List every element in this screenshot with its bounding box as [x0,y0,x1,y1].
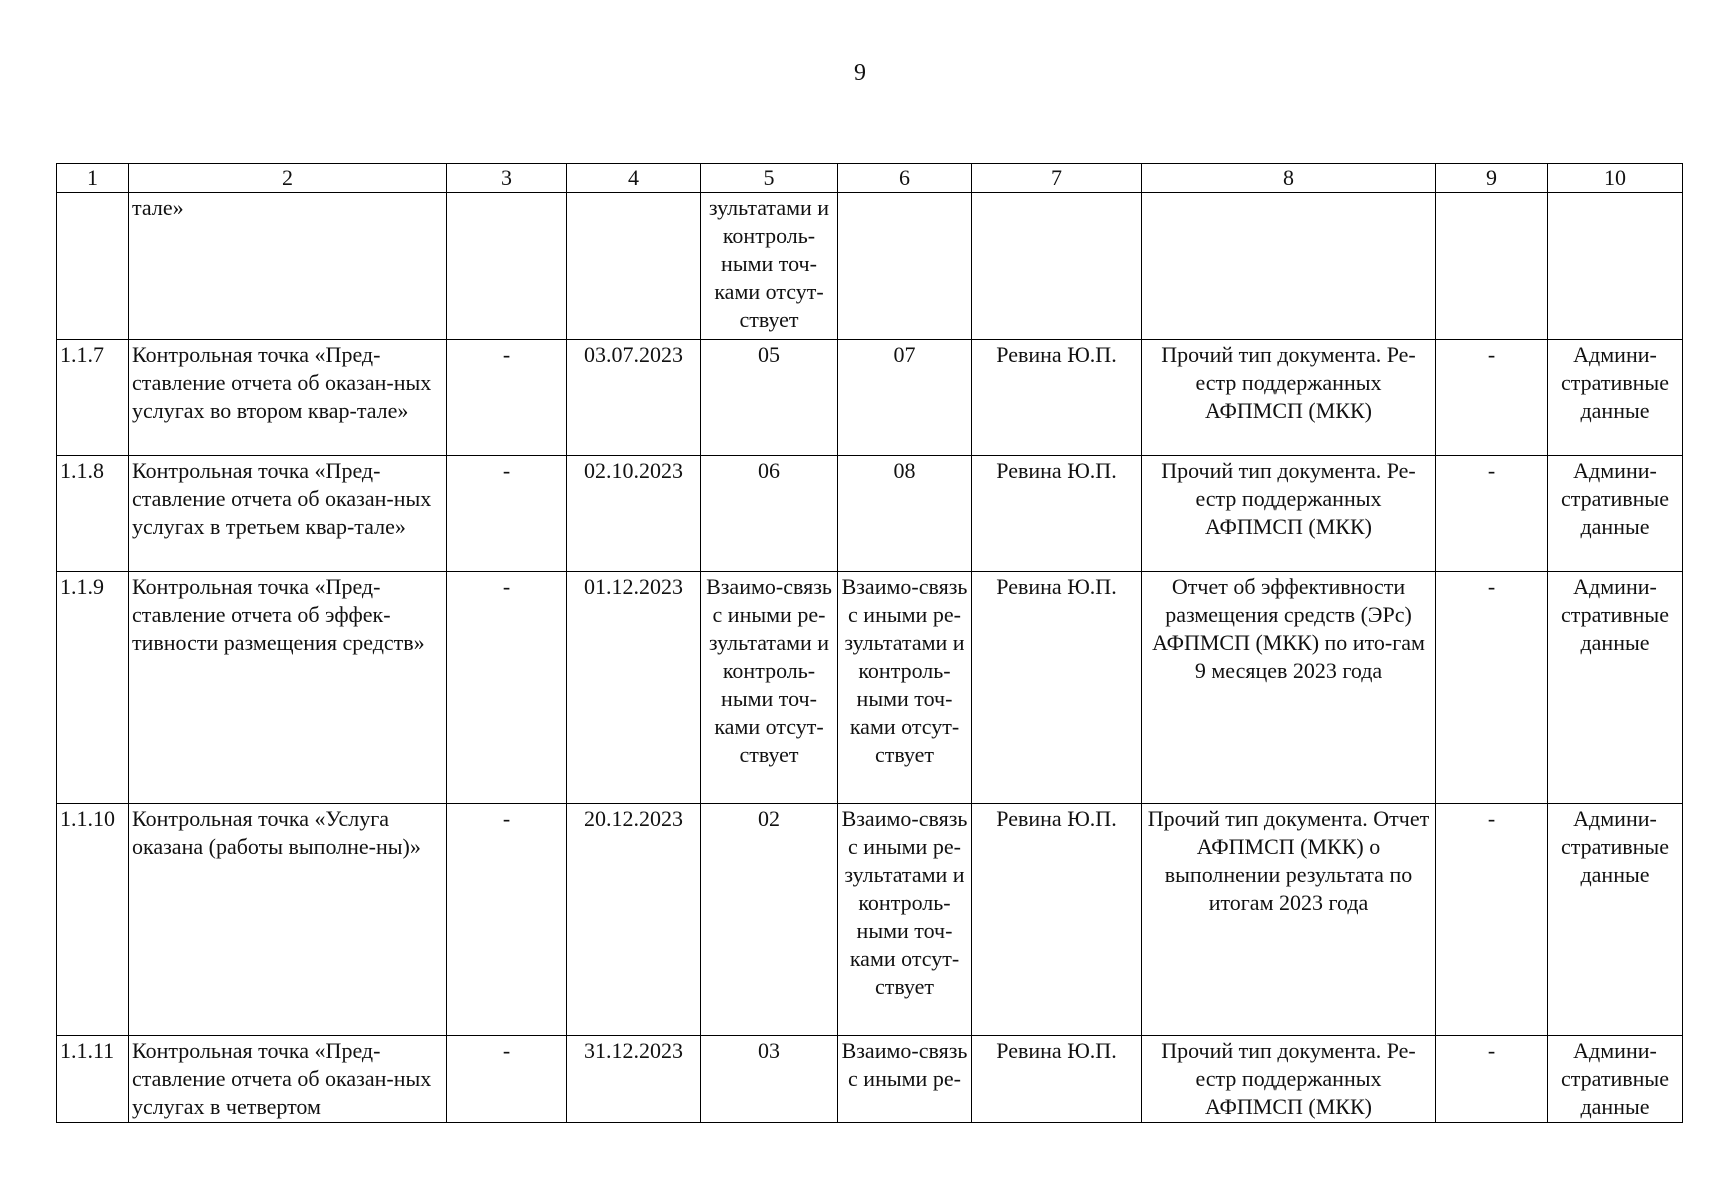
row-col-6-cell: Взаимо-связь с иными ре- [838,1036,972,1123]
row-document-cell [1142,193,1436,340]
row-col-9-cell: - [1436,340,1548,456]
column-header-8: 8 [1142,164,1436,193]
row-document-cell: Отчет об эффективности размещения средств (ЭРс) АФПМСП (МКК) по ито-гам 9 месяцев 2023 года [1142,572,1436,804]
row-document-cell: Прочий тип документа. Ре-естр поддержанных АФПМСП (МКК) [1142,340,1436,456]
row-col-5-cell: зультатами и контроль-ными точ-ками отсут-ствует [701,193,838,340]
column-header-2: 2 [129,164,447,193]
column-header-3: 3 [447,164,567,193]
row-responsible-cell: Ревина Ю.П. [972,572,1142,804]
row-col-5-cell: Взаимо-связь с иными ре-зультатами и контроль-ными точ-ками отсут-ствует [701,572,838,804]
row-number-cell: 1.1.9 [57,572,129,804]
row-number-cell: 1.1.8 [57,456,129,572]
row-number-cell [57,193,129,340]
row-data-source-cell: Админи-стративные данные [1548,340,1683,456]
row-col-6-cell: 07 [838,340,972,456]
row-data-source-cell: Админи-стративные данные [1548,804,1683,1036]
row-data-source-cell [1548,193,1683,340]
row-responsible-cell: Ревина Ю.П. [972,1036,1142,1123]
row-data-source-cell: Админи-стративные данные [1548,572,1683,804]
column-header-7: 7 [972,164,1142,193]
row-number-cell: 1.1.7 [57,340,129,456]
row-description-cell: Контрольная точка «Пред-ставление отчета об оказан-ных услугах в четвертом [129,1036,447,1123]
row-description-cell: Контрольная точка «Пред-ставление отчета об оказан-ных услугах в третьем квар-тале» [129,456,447,572]
row-col-3-cell: - [447,1036,567,1123]
row-date-cell [567,193,701,340]
row-description-cell: Контрольная точка «Услуга оказана (работы выполне-ны)» [129,804,447,1036]
row-col-9-cell: - [1436,1036,1548,1123]
row-number-cell: 1.1.11 [57,1036,129,1123]
page-number: 9 [854,60,866,86]
row-date-cell: 31.12.2023 [567,1036,701,1123]
row-col-5-cell: 03 [701,1036,838,1123]
table-row [57,572,1683,804]
table-header [57,164,1683,193]
row-description-cell: Контрольная точка «Пред-ставление отчета об эффек-тивности размещения средств» [129,572,447,804]
row-col-3-cell: - [447,340,567,456]
row-document-cell: Прочий тип документа. Ре-естр поддержанных АФПМСП (МКК) [1142,1036,1436,1123]
row-description-cell: Контрольная точка «Пред-ставление отчета об оказан-ных услугах во втором квар-тале» [129,340,447,456]
document-table [56,163,1683,1123]
row-document-cell: Прочий тип документа. Отчет АФПМСП (МКК) о выполнении результата по итогам 2023 года [1142,804,1436,1036]
column-header-9: 9 [1436,164,1548,193]
row-data-source-cell: Админи-стративные данные [1548,456,1683,572]
column-header-4: 4 [567,164,701,193]
row-document-cell: Прочий тип документа. Ре-естр поддержанных АФПМСП (МКК) [1142,456,1436,572]
row-col-6-cell [838,193,972,340]
table-row [57,456,1683,572]
row-col-6-cell: Взаимо-связь с иными ре-зультатами и контроль-ными точ-ками отсут-ствует [838,804,972,1036]
row-number-cell: 1.1.10 [57,804,129,1036]
row-date-cell: 03.07.2023 [567,340,701,456]
column-header-6: 6 [838,164,972,193]
row-date-cell: 20.12.2023 [567,804,701,1036]
row-responsible-cell: Ревина Ю.П. [972,804,1142,1036]
row-col-6-cell: Взаимо-связь с иными ре-зультатами и контроль-ными точ-ками отсут-ствует [838,572,972,804]
row-col-9-cell: - [1436,804,1548,1036]
row-col-9-cell [1436,193,1548,340]
row-data-source-cell: Админи-стративные данные [1548,1036,1683,1123]
column-header-10: 10 [1548,164,1683,193]
row-date-cell: 01.12.2023 [567,572,701,804]
row-col-3-cell [447,193,567,340]
row-col-5-cell: 05 [701,340,838,456]
column-header-5: 5 [701,164,838,193]
row-col-6-cell: 08 [838,456,972,572]
table-row [57,1036,1683,1123]
row-col-9-cell: - [1436,456,1548,572]
row-col-3-cell: - [447,572,567,804]
header-row [57,164,1683,193]
row-col-5-cell: 06 [701,456,838,572]
table-row [57,340,1683,456]
row-col-3-cell: - [447,456,567,572]
row-responsible-cell [972,193,1142,340]
row-description-cell: тале» [129,193,447,340]
table-row [57,804,1683,1036]
row-date-cell: 02.10.2023 [567,456,701,572]
row-col-3-cell: - [447,804,567,1036]
row-responsible-cell: Ревина Ю.П. [972,456,1142,572]
row-col-9-cell: - [1436,572,1548,804]
row-responsible-cell: Ревина Ю.П. [972,340,1142,456]
row-col-5-cell: 02 [701,804,838,1036]
column-header-1: 1 [57,164,129,193]
table-body [57,193,1683,1123]
table-row [57,193,1683,340]
